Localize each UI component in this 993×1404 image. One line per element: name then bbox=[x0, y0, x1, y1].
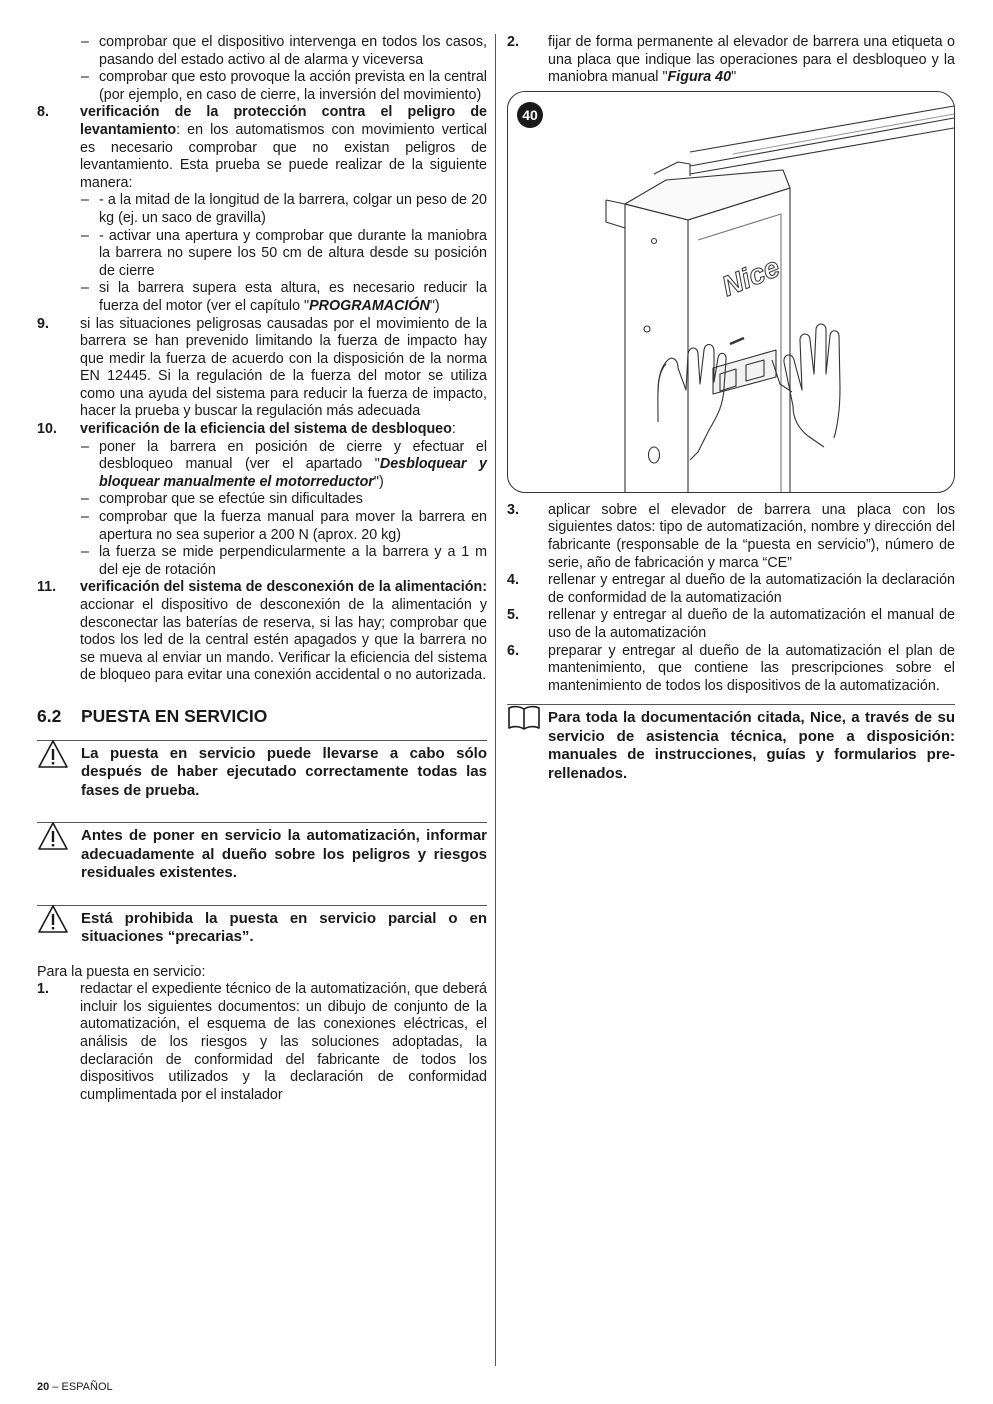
chapter-reference: PROGRAMACIÓN bbox=[309, 297, 430, 314]
step-number: 9. bbox=[37, 315, 49, 332]
figure-number-badge: 40 bbox=[517, 102, 543, 128]
list-item: – comprobar que se efectúe sin dificultades bbox=[81, 491, 363, 508]
step-2: 2. fijar de forma permanente al elevador de barrera una etiqueta o una placa que indique las operaciones para el desbloqueo y la maniobra manual "Figura 40" bbox=[507, 34, 955, 86]
step-4: 4. rellenar y entregar al dueño de la automatización la declaración de conformidad de la automatización bbox=[507, 572, 955, 606]
list-item: – - a la mitad de la longitud de la barrera, colgar un peso de 20 kg (ej. un saco de gravilla) bbox=[81, 192, 487, 226]
column-divider bbox=[495, 34, 496, 1366]
figure-40 bbox=[507, 91, 955, 493]
step-5: 5. rellenar y entregar al dueño de la automatización el manual de uso de la automatización bbox=[507, 607, 955, 641]
left-column bbox=[37, 34, 487, 1104]
section-title: PUESTA EN SERVICIO bbox=[81, 705, 268, 726]
figure-reference: Figura 40 bbox=[667, 69, 732, 86]
open-book-icon bbox=[507, 703, 541, 739]
warning-triangle-icon bbox=[37, 739, 69, 775]
warning-notice: La puesta en servicio puede llevarse a cabo sólo después de haber ejecutado correctamente todas las fases de prueba. bbox=[37, 740, 487, 801]
right-column bbox=[507, 34, 955, 783]
step-8: 8. verificación de la protección contra el peligro de levantamiento: en los automatismos con movimiento vertical es necesario comprobar que no existan peligros de levantamiento. Esta prueba se puede realizar de la siguiente manera: bbox=[37, 104, 487, 191]
warning-notice: Antes de poner en servicio la automatización, informar adecuadamente al dueño sobre los peligros y riesgos residuales existentes. bbox=[37, 822, 487, 883]
step-6: 6. preparar y entregar al dueño de la automatización el plan de mantenimiento, que contiene las prescripciones sobre el mantenimiento de todos los dispositivos de la automatización. bbox=[507, 642, 955, 694]
step-10: 10. verificación de la eficiencia del sistema de desbloqueo: bbox=[37, 421, 456, 438]
step-number: 8. bbox=[37, 104, 49, 121]
list-item: – comprobar que el dispositivo intervenga en todos los casos, pasando del estado activo al de alarma y viceversa bbox=[81, 34, 487, 68]
list-item: – la fuerza se mide perpendicularmente a la barrera y a 1 m del eje de rotación bbox=[81, 544, 487, 578]
step-11: 11. verificación del sistema de desconexión de la alimentación: accionar el dispositivo de desconexión de la alimentación y desconectar las baterías de reserva, si las hay; comprobar que todos los led de la central estén apagados y que la barrera no se mueva al enviar un mando. Verificar la eficiencia del sistema de bloqueo para evitar una conexión accidental o no autorizada. bbox=[37, 579, 487, 684]
page-number: 20 bbox=[37, 1381, 50, 1393]
section-heading bbox=[37, 705, 487, 726]
step-9: 9. si las situaciones peligrosas causadas por el movimiento de la barrera se han prevenido limitando la fuerza de impacto hay que medir la fuerza de acuerdo con la disposición de la norma EN 12445. Si la regulación de la fuerza del motor se utiliza como una ayuda del sistema para reducir la fuerza de impacto, hacer la prueba y buscar la regulación más adecuada bbox=[37, 315, 487, 420]
section-reference: Desbloquear y bloquear manualmente el motorreductor bbox=[99, 456, 487, 490]
step-number: 11. bbox=[37, 579, 57, 596]
step-3: 3. aplicar sobre el elevador de barrera una placa con los siguientes datos: tipo de automatización, nombre y dirección del fabricante (responsable de la “puesta en servicio”), número de serie, año de fabricación y marca “CE” bbox=[507, 501, 955, 571]
step-number: 3. bbox=[507, 501, 519, 518]
step-number: 10. bbox=[37, 421, 57, 438]
step-heading: verificación del sistema de desconexión de la alimentación: bbox=[80, 579, 487, 596]
brand-logo: Nice bbox=[717, 250, 784, 302]
step-number: 6. bbox=[507, 642, 519, 659]
step-heading: verificación de la protección contra el peligro de levantamiento bbox=[80, 104, 487, 138]
list-item: – - activar una apertura y comprobar que durante la maniobra la barrera no supere los 50 cm de altura desde su posición de cierre bbox=[81, 227, 487, 279]
barrier-illustration bbox=[508, 92, 954, 492]
step-number: 1. bbox=[37, 981, 49, 998]
warning-notice: Está prohibida la puesta en servicio parcial o en situaciones “precarias”. bbox=[37, 905, 487, 947]
section-number: 6.2 bbox=[37, 705, 62, 726]
list-item: – comprobar que la fuerza manual para mover la barrera en apertura no sea superior a 200 N (aprox. 20 kg) bbox=[81, 509, 487, 543]
step-number: 2. bbox=[507, 34, 519, 50]
list-item: – si la barrera supera esta altura, es necesario reducir la fuerza del motor (ver el capítulo "PROGRAMACIÓN") bbox=[81, 280, 487, 314]
intro-text: Para la puesta en servicio: bbox=[37, 963, 206, 980]
warning-triangle-icon bbox=[37, 821, 69, 857]
list-item: – poner la barrera en posición de cierre y efectuar el desbloqueo manual (ver el apartado "Desbloquear y bloquear manualmente el motorreductor") bbox=[81, 438, 487, 490]
step-1: 1. redactar el expediente técnico de la automatización, que deberá incluir los siguientes documentos: un dibujo de conjunto de la automatización, el esquema de las conexiones eléctricas, el análisis de los riesgos y las soluciones adoptadas, la declaración de conformidad del fabricante de todos los dispositivos utilizados y la declaración de conformidad cumplimentada por el instalador bbox=[37, 981, 487, 1103]
list-item: – comprobar que esto provoque la acción prevista en la central (por ejemplo, en caso de cierre, la inversión del movimiento) bbox=[81, 69, 487, 103]
page-footer: 20 – ESPAÑOL bbox=[37, 1381, 113, 1393]
step-heading: verificación de la eficiencia del sistema de desbloqueo bbox=[80, 421, 452, 438]
step-number: 4. bbox=[507, 572, 519, 589]
manual-notice: Para toda la documentación citada, Nice, a través de su servicio de asistencia técnica, pone a disposición: manuales de instrucciones, guías y formularios pre-rellenados. bbox=[507, 704, 955, 783]
warning-triangle-icon bbox=[37, 904, 69, 940]
step-number: 5. bbox=[507, 607, 519, 624]
